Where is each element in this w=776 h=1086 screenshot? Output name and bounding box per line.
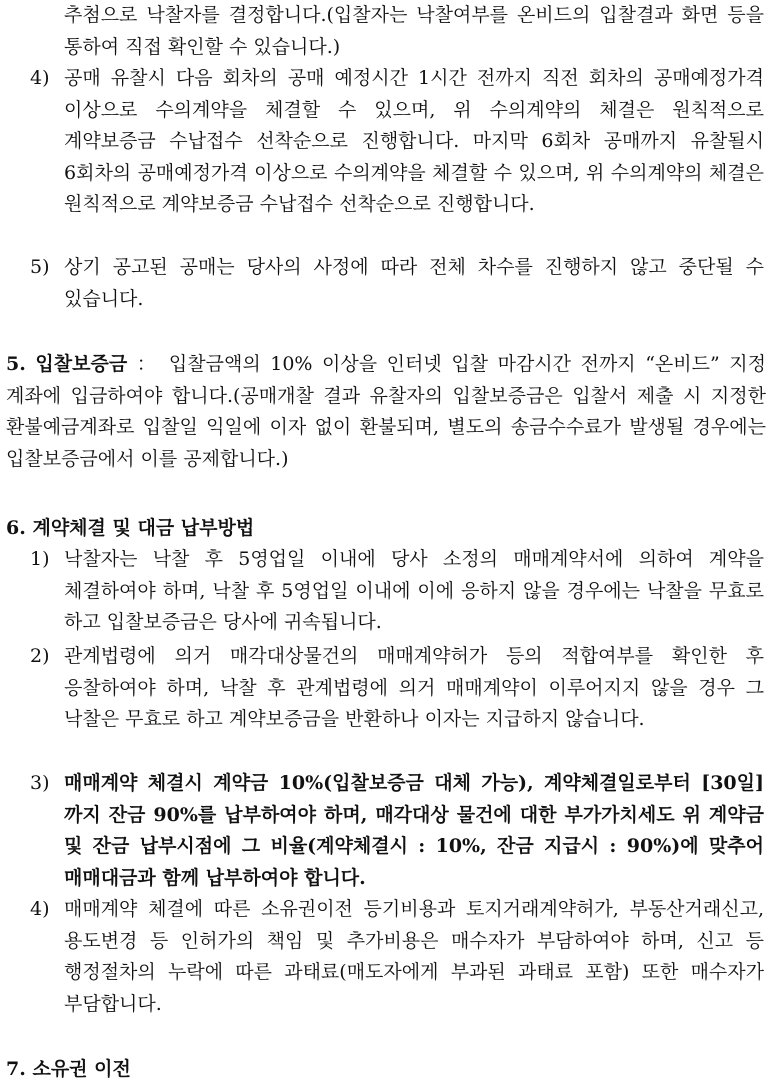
- list-item-text: 상기 공고된 공매는 당사의 사정에 따라 전체 차수를 진행하지 않고 중단될 수 있습니다.: [64, 256, 764, 310]
- list-item-text: 관계법령에 의거 매각대상물건의 매매계약허가 등의 적합여부를 확인한 후 응찰하여야 하며, 낙찰 후 관계법령에 의거 매매계약이 이루어지지 않을 경우 그 낙찰은 무효로 하고 계약보증금을 반환하나 이자는 지급하지 않습니다.: [64, 645, 764, 730]
- section-6-item-2: [30, 641, 770, 736]
- section-6-item-4: [30, 894, 770, 1020]
- list-item-text: 낙찰자는 낙찰 후 5영업일 이내에 당사 소정의 매매계약서에 의하여 계약을 체결하여야 하며, 낙찰 후 5영업일 이내에 이에 응하지 않을 경우에는 낙찰을 무효로 하고 입찰보증금은 당사에 귀속됩니다.: [64, 548, 764, 633]
- section-colon: ：: [136, 353, 160, 375]
- list-item-number: 1): [30, 548, 50, 570]
- list-item-4: [30, 63, 770, 221]
- list-item-number: 4): [30, 898, 50, 920]
- section-5-paragraph: [6, 349, 766, 475]
- list-item-5: [30, 252, 770, 315]
- section-6-heading: [6, 513, 766, 545]
- section-5: [6, 349, 766, 475]
- section-6-item-1: [30, 544, 770, 639]
- list-item-text: 매매계약 체결에 따른 소유권이전 등기비용과 토지거래계약허가, 부동산거래신고, 용도변경 등 인허가의 책임 및 추가비용은 매수자가 부담하여야 하며, 신고 등 행정절차의 누락에 따른 과태료(매도자에게 부과된 과태료 포함) 또한 매수자가 부담합니다.: [64, 898, 764, 1015]
- section-title: 소유권 이전: [32, 1058, 131, 1080]
- section-number: 6.: [6, 517, 26, 539]
- intro-paragraph: 추첨으로 낙찰자를 결정합니다.(입찰자는 낙찰여부를 온비드의 입찰결과 화면 등을 통하여 직접 확인할 수 있습니다.): [64, 4, 764, 58]
- list-item-text: 공매 유찰시 다음 회차의 공매 예정시간 1시간 전까지 직전 회차의 공매예정가격 이상으로 수의계약을 체결할 수 있으며, 위 수의계약의 체결은 원칙적으로 계약보증금 수납접수 선착순으로 진행합니다. 마지막 6회차 공매까지 유찰될시 6회차의 공매예정가격 이상으로 수의계약을 체결할 수 있으며, 위 수의계약의 체결은 원칙적으로 계약보증금 수납접수 선착순으로 진행합니다.: [64, 67, 764, 215]
- list-item-text: 매매계약 체결시 계약금 10%(입찰보증금 대체 가능), 계약체결일로부터 [30일]까지 잔금 90%를 납부하여야 하며, 매각대상 물건에 대한 부가가치세도 위 계약금 및 잔금 납부시점에 그 비율(계약체결시 : 10%, 잔금 지급시 : 90%)에 맞추어 매매대금과 함께 납부하여야 합니다.: [64, 772, 764, 889]
- list-item-number: 3): [30, 772, 50, 794]
- section-title: 계약체결 및 대금 납부방법: [32, 517, 255, 539]
- section-6-item-3: [30, 768, 770, 894]
- section-7-heading: [6, 1054, 766, 1086]
- section-number: 5.: [6, 353, 26, 375]
- list-item-number: 2): [30, 645, 50, 667]
- section-number: 7.: [6, 1058, 26, 1080]
- list-item-number: 4): [30, 67, 50, 89]
- list-item-number: 5): [30, 256, 50, 278]
- section-title: 입찰보증금: [35, 353, 128, 375]
- section-body: 입찰금액의 10% 이상을 인터넷 입찰 마감시간 전까지 “온비드” 지정 계좌에 입금하여야 합니다.(공매개찰 결과 유찰자의 입찰보증금은 입찰서 제출 시 지정한 환불예금계좌로 입찰일 익일에 이자 없이 환불되며, 별도의 송금수수료가 발생될 경우에는 입찰보증금에서 이를 공제합니다.): [6, 353, 766, 470]
